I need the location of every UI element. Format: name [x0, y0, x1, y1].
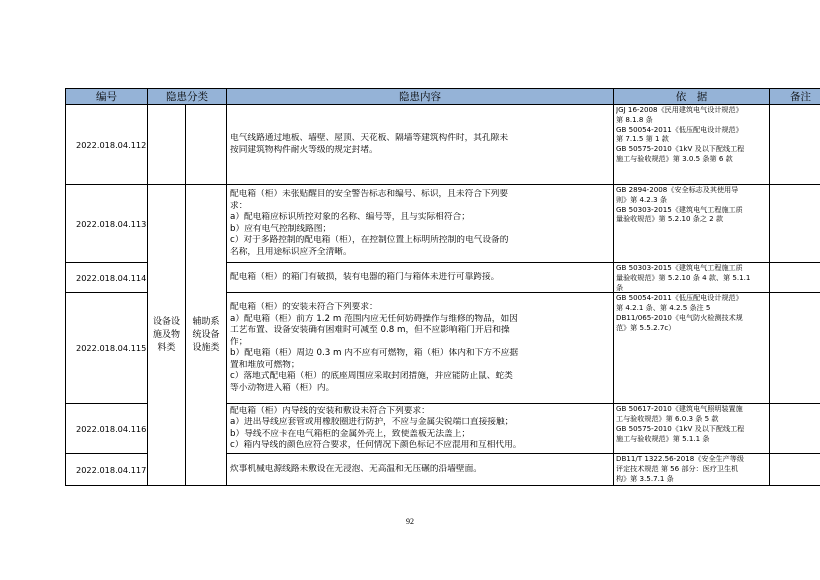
- row-basis: [614, 185, 770, 263]
- basis-line: GB 50575-2010《1kV 及以下配线工程: [616, 423, 745, 433]
- basis-line: 第 7.1.5 第 1 款: [616, 134, 669, 144]
- content-line: a）进出导线应套管或用橡胶圈进行防护，不应与金属尖锐端口直接接触；: [230, 417, 514, 428]
- row-note: [770, 263, 820, 293]
- row-id: 2022.018.04.113: [66, 185, 148, 263]
- content-line: 等小动物进入箱（柜）内。: [230, 382, 335, 393]
- row-content: [227, 185, 614, 263]
- content-line: 名称，且用途标识应齐全清晰。: [230, 246, 352, 257]
- page-number: 92: [406, 517, 414, 526]
- row-basis: [614, 105, 770, 185]
- basis-line: JGJ 16-2008《民用建筑电气设计规范》: [616, 105, 743, 114]
- row-note: [770, 293, 820, 404]
- row-basis: [614, 454, 770, 486]
- basis-line: 施工与验收规范》第 5.1.1 条: [616, 433, 710, 443]
- basis-line: 条: [616, 282, 624, 292]
- category-cell: [186, 105, 227, 185]
- content-line: 工艺布置、设备安装确有困难时可减至 0.8 m，但不应影响箱门开启和操: [230, 325, 510, 336]
- category-cell: [148, 105, 186, 185]
- row-note: [770, 105, 820, 185]
- content-line: 炊事机械电源线路未敷设在无浸泡、无高温和无压碾的沿墙壁面。: [230, 464, 482, 475]
- basis-line: GB 2894-2008《安全标志及其使用导: [616, 185, 739, 194]
- row-id: 2022.018.04.115: [66, 293, 148, 404]
- basis-line: 则》第 4.2.3 条: [616, 194, 667, 204]
- row-basis: [614, 404, 770, 454]
- row-id: 2022.018.04.112: [66, 105, 148, 185]
- row-note: [770, 185, 820, 263]
- content-line: c）对于多路控制的配电箱（柜），在控制位置上标明所控制的电气设备的: [230, 235, 509, 245]
- header-note: 备注: [770, 89, 820, 105]
- basis-line: GB 50054-2011《低压配电设计规范》: [616, 293, 743, 303]
- content-line: b）应有电气控制线路图；: [230, 223, 332, 234]
- content-line: 按同建筑物构件耐火等级的规定封堵。: [230, 144, 378, 155]
- basis-line: GB 50054-2011《低压配电设计规范》: [616, 124, 743, 134]
- category-secondary-label: 辅助系统设备设施类: [192, 316, 220, 353]
- content-line: 配电箱（柜）的箱门有破损，装有电器的箱门与箱体未进行可靠跨接。: [230, 271, 500, 282]
- row-content: [227, 454, 614, 486]
- header-content: 隐患内容: [227, 89, 614, 105]
- content-line: 配电箱（柜）内导线的安装和敷设未符合下列要求：: [230, 405, 430, 416]
- header-category: 隐患分类: [148, 89, 227, 105]
- category-primary: [148, 185, 186, 486]
- content-line: c）箱内导线的颜色应符合要求，任何情况下颜色标记不应混用和互相代用。: [230, 440, 522, 451]
- content-line: a）配电箱应标识所控对象的名称、编号等，且与实际相符合；: [230, 212, 470, 222]
- content-line: 置和堆放可燃物；: [230, 359, 300, 370]
- basis-line: DB11/T 1322.56-2018《安全生产等级: [616, 454, 744, 464]
- table-row: [66, 185, 820, 263]
- category-primary-label: 设备设施及物料类: [152, 316, 180, 353]
- basis-line: DB11/065-2010《电气防火检测技术规: [616, 312, 743, 322]
- basis-line: 量验收规范》第 5.2.10 条 4 款、第 5.1.1: [616, 272, 751, 282]
- basis-line: 工与验收规范》第 6.0.3 条 5 款: [616, 414, 719, 424]
- content-line: 作；: [230, 336, 248, 347]
- row-id: 2022.018.04.116: [66, 404, 148, 454]
- row-content: [227, 293, 614, 404]
- content-line: a）配电箱（柜）前方 1.2 m 范围内应无任何妨碍操作与维修的物品，如因: [230, 313, 518, 324]
- header-id: 编号: [66, 89, 148, 105]
- content-line: 求：: [230, 200, 248, 211]
- row-id: 2022.018.04.114: [66, 263, 148, 293]
- basis-line: GB 50575-2010《1kV 及以下配线工程: [616, 144, 745, 154]
- category-secondary: [186, 185, 227, 486]
- basis-line: 构》第 3.5.7.1 条: [616, 473, 674, 483]
- row-note: [770, 454, 820, 486]
- hazard-table: [65, 88, 820, 486]
- table-header-row: [66, 89, 820, 105]
- row-note: [770, 404, 820, 454]
- header-basis: 依 据: [614, 89, 770, 105]
- basis-line: 施工与验收规范》第 3.0.5 条第 6 款: [616, 153, 733, 163]
- table-row: [66, 105, 820, 185]
- content-line: b）导线不应卡在电气箱柜的金属外壳上，致使盖板无法盖上；: [230, 428, 471, 439]
- row-content: [227, 404, 614, 454]
- row-content: [227, 263, 614, 293]
- basis-line: 评定技术规范 第 56 部分：医疗卫生机: [616, 464, 739, 474]
- basis-line: 第 8.1.8 条: [616, 114, 653, 124]
- content-line: 配电箱（柜）的安装未符合下列要求：: [230, 302, 378, 313]
- basis-line: GB 50303-2015《建筑电气工程施工质: [616, 204, 743, 214]
- content-line: c）落地式配电箱（柜）的底座周围应采取封闭措施，并应能防止鼠、蛇类: [230, 371, 513, 382]
- content-line: 配电箱（柜）未张贴醒目的安全警告标志和编号、标识，且未符合下列要: [230, 189, 508, 199]
- row-content: [227, 105, 614, 185]
- row-basis: [614, 293, 770, 404]
- content-line: b）配电箱（柜）周边 0.3 m 内不应有可燃物，箱（柜）体内和下方不应据: [230, 348, 519, 359]
- row-id: 2022.018.04.117: [66, 454, 148, 486]
- basis-line: 第 4.2.1 条、第 4.2.5 条注 5: [616, 303, 711, 313]
- basis-line: 范》第 5.5.2.7c）: [616, 322, 676, 332]
- basis-line: GB 50617-2010《建筑电气照明装置施: [616, 404, 743, 414]
- content-line: 电气线路通过地板、墙壁、屋顶、天花板、隔墙等建筑构件时，其孔隙未: [230, 133, 508, 143]
- basis-line: GB 50303-2015《建筑电气工程施工质: [616, 263, 743, 272]
- basis-line: 量验收规范》第 5.2.10 条之 2 款: [616, 214, 724, 224]
- row-basis: [614, 263, 770, 293]
